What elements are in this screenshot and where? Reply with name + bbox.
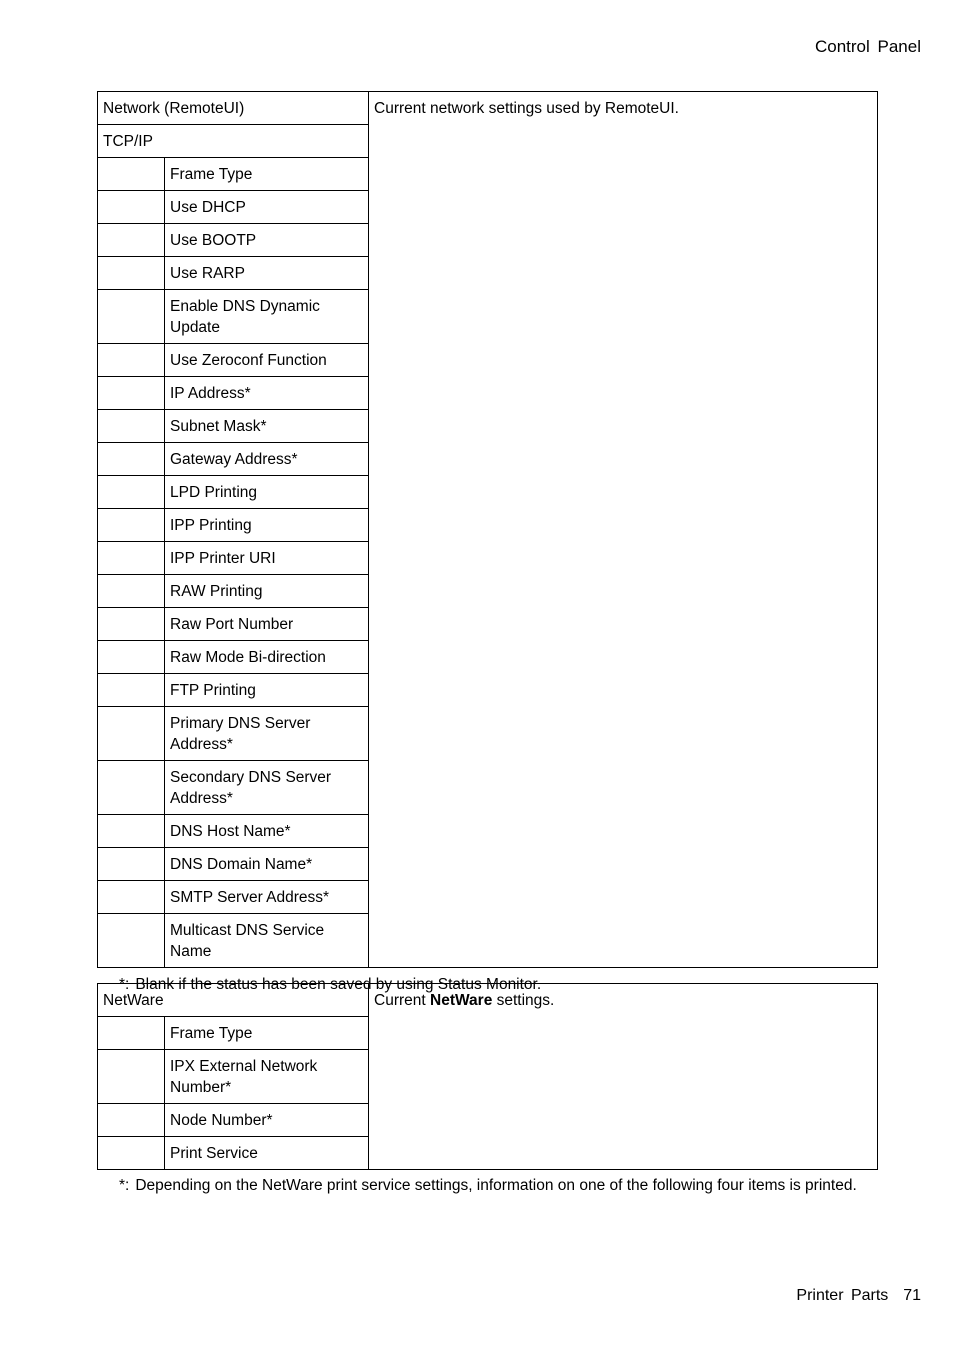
- network-settings-table: [97, 91, 878, 968]
- indent-cell: [98, 674, 165, 707]
- setting-item-label: Gateway Address*: [165, 443, 369, 476]
- netware-settings-table: [97, 983, 878, 1170]
- indent-cell: [98, 476, 165, 509]
- indent-cell: [98, 1104, 165, 1137]
- indent-cell: [98, 224, 165, 257]
- network-description-cell: Current network settings used by RemoteUI.: [369, 92, 878, 968]
- indent-cell: [98, 815, 165, 848]
- indent-cell: [98, 410, 165, 443]
- footnote-text: Blank if the status has been saved by using Status Monitor.: [135, 976, 542, 993]
- setting-item-label: Node Number*: [165, 1104, 369, 1137]
- indent-cell: [98, 575, 165, 608]
- setting-item-label: Subnet Mask*: [165, 410, 369, 443]
- indent-cell: [98, 344, 165, 377]
- table-row: [98, 92, 878, 125]
- setting-item-label: RAW Printing: [165, 575, 369, 608]
- setting-item-label: Frame Type: [165, 158, 369, 191]
- setting-item-label: IPP Printing: [165, 509, 369, 542]
- indent-cell: [98, 914, 165, 968]
- tcpip-group-cell: TCP/IP: [98, 125, 369, 158]
- setting-item-label: Use Zeroconf Function: [165, 344, 369, 377]
- description-prefix: Current: [374, 992, 431, 1009]
- indent-cell: [98, 761, 165, 815]
- description-bold-term: NetWare: [430, 992, 493, 1009]
- setting-item-label: LPD Printing: [165, 476, 369, 509]
- setting-item-label: Print Service: [165, 1137, 369, 1170]
- network-title-cell: Network (RemoteUI): [98, 92, 369, 125]
- indent-cell: [98, 848, 165, 881]
- table-row: [98, 984, 878, 1017]
- footnote-mark: *:: [119, 1177, 130, 1194]
- setting-item-label: Use BOOTP: [165, 224, 369, 257]
- setting-item-label: Raw Mode Bi-direction: [165, 641, 369, 674]
- indent-cell: [98, 257, 165, 290]
- page-header-section: Control Panel: [814, 37, 921, 56]
- indent-cell: [98, 881, 165, 914]
- description-suffix: settings.: [492, 992, 555, 1009]
- netware-description-cell: [369, 984, 878, 1170]
- setting-item-label: Use RARP: [165, 257, 369, 290]
- page-number: 71: [903, 1287, 921, 1304]
- indent-cell: [98, 377, 165, 410]
- setting-item-label: Enable DNS Dynamic Update: [165, 290, 369, 344]
- indent-cell: [98, 542, 165, 575]
- setting-item-label: DNS Host Name*: [165, 815, 369, 848]
- setting-item-label: Use DHCP: [165, 191, 369, 224]
- indent-cell: [98, 158, 165, 191]
- setting-item-label: Secondary DNS Server Address*: [165, 761, 369, 815]
- setting-item-label: Primary DNS Server Address*: [165, 707, 369, 761]
- setting-item-label: SMTP Server Address*: [165, 881, 369, 914]
- indent-cell: [98, 1050, 165, 1104]
- setting-item-label: Raw Port Number: [165, 608, 369, 641]
- setting-item-label: DNS Domain Name*: [165, 848, 369, 881]
- indent-cell: [98, 1017, 165, 1050]
- setting-item-label: FTP Printing: [165, 674, 369, 707]
- indent-cell: [98, 641, 165, 674]
- indent-cell: [98, 509, 165, 542]
- page-footer: [796, 1287, 921, 1305]
- netware-title-cell: NetWare: [98, 984, 369, 1017]
- indent-cell: [98, 443, 165, 476]
- setting-item-label: IP Address*: [165, 377, 369, 410]
- indent-cell: [98, 191, 165, 224]
- netware-footnote: [119, 1177, 857, 1195]
- setting-item-label: Multicast DNS Service Name: [165, 914, 369, 968]
- footer-text: Printer Parts: [796, 1287, 889, 1304]
- setting-item-label: IPX External Network Number*: [165, 1050, 369, 1104]
- indent-cell: [98, 290, 165, 344]
- footnote-mark: *:: [119, 976, 130, 993]
- indent-cell: [98, 608, 165, 641]
- footnote-text: Depending on the NetWare print service settings, information on one of the following four items is printed.: [135, 1177, 857, 1194]
- setting-item-label: Frame Type: [165, 1017, 369, 1050]
- indent-cell: [98, 707, 165, 761]
- indent-cell: [98, 1137, 165, 1170]
- setting-item-label: IPP Printer URI: [165, 542, 369, 575]
